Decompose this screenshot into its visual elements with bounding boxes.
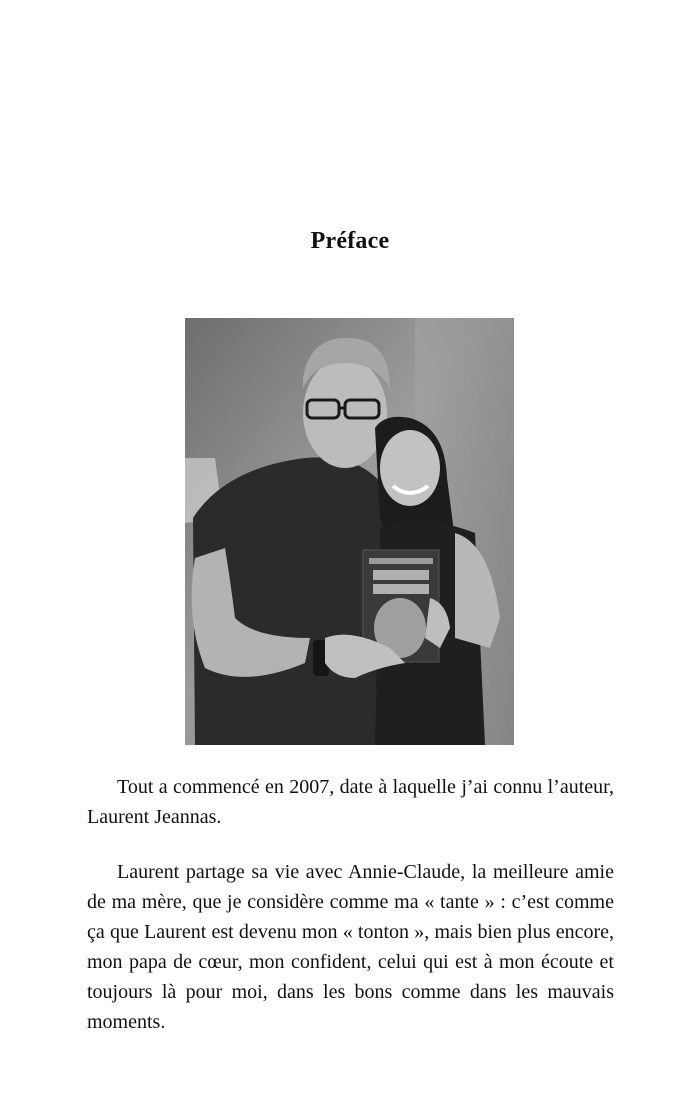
page-title: Préface	[310, 228, 390, 255]
photo-illustration	[185, 318, 514, 745]
paragraph-2: Laurent partage sa vie avec Annie-Claude, la meilleure amie de ma mère, que je considère comme ma « tante » : c’est comme ça que Laurent est devenu mon « tonton », mais bien plus encore, mon papa de cœur, mon confident, celui qui est à mon écoute et toujours là pour moi, dans les bons comme dans les mauvais moments.	[87, 861, 614, 1033]
paragraph-1: Tout a commencé en 2007, date à laquelle j’ai connu l’auteur, Laurent Jeannas.	[87, 776, 614, 828]
preface-photo	[185, 318, 514, 745]
